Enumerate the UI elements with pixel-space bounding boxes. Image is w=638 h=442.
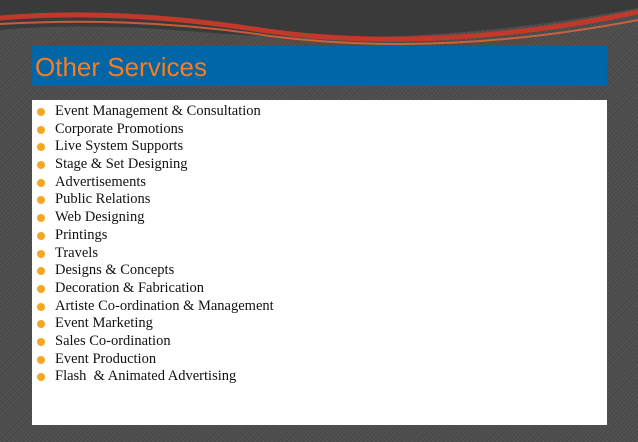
bullet-dot-icon [37,214,45,222]
list-item [32,245,274,263]
list-item [32,227,274,245]
bullet-dot-icon [37,285,45,293]
list-item [32,298,274,316]
bullet-dot-icon [37,232,45,240]
list-item-label: Advertisements [55,173,147,190]
list-item-label: Artiste Co-ordination & Management [55,297,274,314]
bullet-dot-icon [37,143,45,151]
list-item [32,138,274,156]
bullet-dot-icon [37,267,45,275]
bullet-dot-icon [37,161,45,169]
list-item-label: Stage & Set Designing [55,156,188,173]
list-item-label: Web Designing [55,209,145,226]
list-item [32,103,274,121]
list-item [32,280,274,298]
list-item-label: Event Marketing [55,315,153,332]
title-bar [32,46,607,86]
bullet-dot-icon [37,356,45,364]
list-item-label: Event Production [55,350,157,367]
list-item [32,156,274,174]
content-panel [32,100,607,425]
slide-title: Other Services [35,52,207,82]
bullet-dot-icon [37,250,45,258]
list-item-label: Corporate Promotions [55,120,184,137]
list-item [32,174,274,192]
list-item [32,209,274,227]
list-item-label: Live System Supports [55,138,184,155]
bullet-dot-icon [37,126,45,134]
list-item-label: Sales Co-ordination [55,332,171,349]
list-item [32,262,274,280]
list-item [32,121,274,139]
list-item-label: Designs & Concepts [55,262,175,279]
list-item-label: Flash & Animated Advertising [55,368,237,385]
list-item [32,333,274,351]
bullet-dot-icon [37,373,45,381]
list-item-label: Event Management & Consultation [55,103,261,119]
list-item [32,368,274,386]
bullet-dot-icon [37,338,45,346]
list-item-label: Decoration & Fabrication [55,279,204,296]
list-item-label: Printings [55,226,108,243]
list-item [32,191,274,209]
list-item-label: Public Relations [55,191,151,208]
bullet-dot-icon [37,303,45,311]
bullet-dot-icon [37,320,45,328]
services-list [32,103,274,386]
bullet-dot-icon [37,108,45,116]
list-item [32,315,274,333]
bullet-dot-icon [37,196,45,204]
list-item [32,351,274,369]
bullet-dot-icon [37,179,45,187]
list-item-label: Travels [55,244,98,261]
